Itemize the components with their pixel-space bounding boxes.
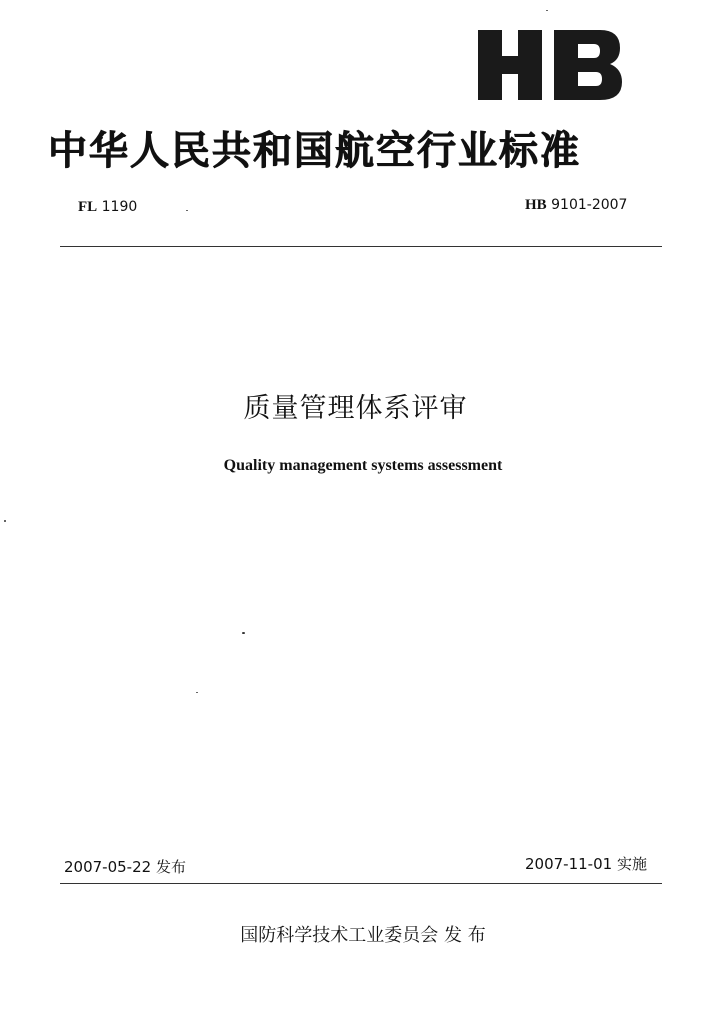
document-title-chinese: 质量管理体系评审	[243, 393, 468, 424]
standard-number-value: 9101-2007	[551, 197, 628, 213]
classification-number: 1190	[101, 199, 138, 215]
scan-speck	[186, 210, 188, 211]
scan-speck	[196, 692, 198, 693]
top-divider	[60, 246, 662, 247]
bottom-divider	[60, 883, 662, 884]
implementation-date: 2007-11-01 实施	[525, 855, 647, 873]
scan-speck	[242, 632, 245, 634]
classification-code	[78, 199, 137, 216]
issue-date: 2007-05-22 发布	[64, 858, 186, 876]
scan-speck	[546, 10, 548, 11]
hb-logo	[474, 22, 624, 104]
standard-prefix: HB	[525, 197, 547, 213]
classification-prefix: FL	[78, 199, 98, 215]
standard-number	[525, 197, 627, 214]
standard-category-title: 中华人民共和国航空行业标准	[48, 129, 582, 174]
issuing-authority: 国防科学技术工业委员会 发 布	[240, 925, 486, 946]
scan-speck	[4, 520, 6, 522]
document-title-english: Quality management systems assessment	[223, 457, 503, 474]
